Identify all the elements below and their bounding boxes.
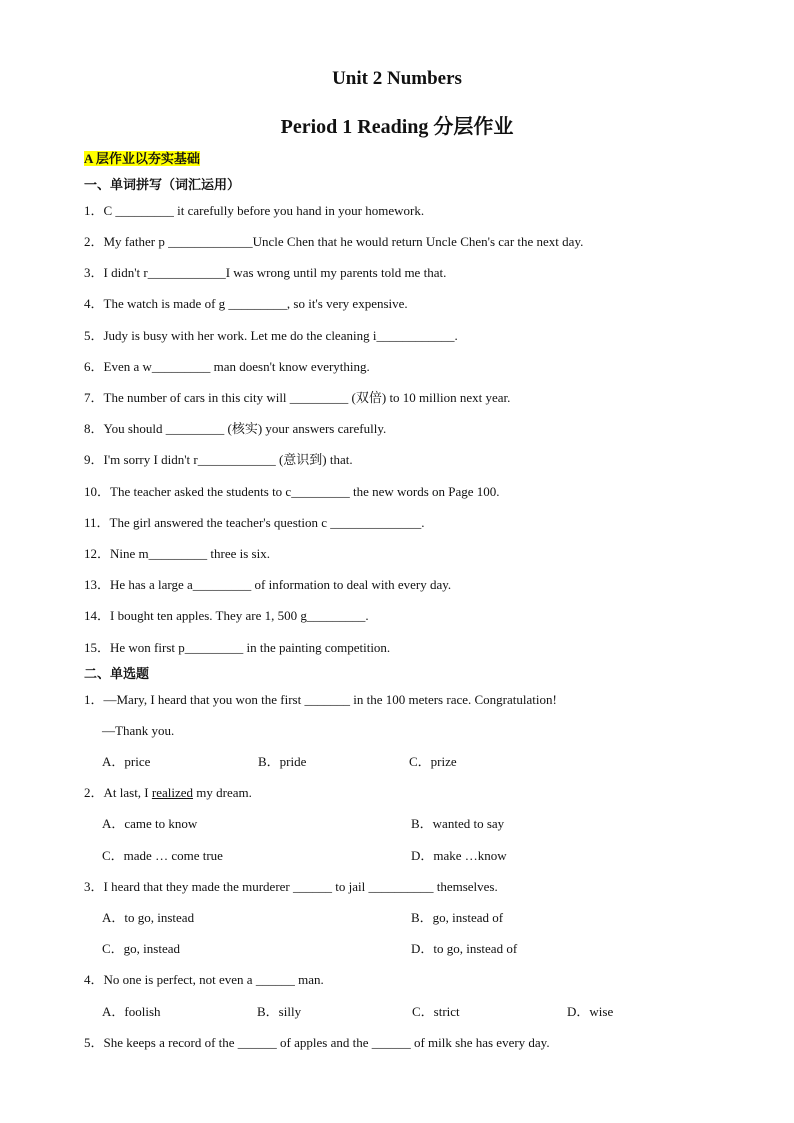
section-heading-choice: 二、单选题	[84, 666, 150, 681]
q2-stem-pre: 2．At last, I	[84, 785, 152, 800]
question-1-reply: —Thank you.	[102, 723, 175, 738]
vocab-item: 6．Even a w_________ man doesn't know everything.	[84, 359, 370, 374]
vocab-item: 10．The teacher asked the students to c_________ the new words on Page 100.	[84, 484, 500, 499]
vocab-item: 11．The girl answered the teacher's question c ______________.	[84, 515, 425, 530]
vocab-item: 4．The watch is made of g _________, so it's very expensive.	[84, 296, 408, 311]
q4-option-b[interactable]: B．silly	[257, 1004, 302, 1019]
page-subtitle: Period 1 Reading 分层作业	[280, 116, 514, 138]
question-4-stem: 4．No one is perfect, not even a ______ man.	[84, 972, 324, 987]
level-heading	[84, 150, 200, 168]
q2-underlined-word: realized	[151, 785, 194, 800]
question-1-stem: 1．—Mary, I heard that you won the first _______ in the 100 meters race. Congratulation!	[84, 692, 557, 707]
q1-option-c[interactable]: C．prize	[409, 754, 457, 769]
q2-option-c[interactable]: C．made … come true	[102, 848, 223, 863]
section-heading-vocab: 一、单词拼写（词汇运用）	[84, 177, 241, 192]
q3-option-d[interactable]: D．to go, instead of	[411, 941, 518, 956]
page-title: Unit 2 Numbers	[332, 68, 462, 89]
q3-option-b[interactable]: B．go, instead of	[411, 910, 504, 925]
q3-option-a[interactable]: A．to go, instead	[102, 910, 195, 925]
vocab-item: 2．My father p _____________Uncle Chen that he would return Uncle Chen's car the next day.	[84, 234, 584, 249]
q1-option-b[interactable]: B．pride	[258, 754, 307, 769]
q2-option-d[interactable]: D．make …know	[411, 848, 507, 863]
vocab-item: 7．The number of cars in this city will _________ (双倍) to 10 million next year.	[84, 390, 511, 405]
q2-option-a[interactable]: A．came to know	[102, 816, 198, 831]
vocab-item: 1．C _________ it carefully before you hand in your homework.	[84, 203, 425, 218]
vocab-item: 3．I didn't r____________I was wrong until my parents told me that.	[84, 265, 447, 280]
q2-stem-post: my dream.	[193, 785, 252, 800]
vocab-item: 13．He has a large a_________ of information to deal with every day.	[84, 577, 452, 592]
vocab-item: 9．I'm sorry I didn't r____________ (意识到) that.	[84, 452, 353, 467]
vocab-item: 14．I bought ten apples. They are 1, 500 g_________.	[84, 608, 369, 623]
q4-option-d[interactable]: D．wise	[567, 1004, 614, 1019]
vocab-item: 12．Nine m_________ three is six.	[84, 546, 270, 561]
question-2-stem	[84, 784, 252, 802]
q4-option-a[interactable]: A．foolish	[102, 1004, 161, 1019]
vocab-item: 8．You should _________ (核实) your answers carefully.	[84, 421, 387, 436]
vocab-item: 15．He won first p_________ in the painting competition.	[84, 640, 391, 655]
question-3-stem: 3．I heard that they made the murderer ______ to jail __________ themselves.	[84, 879, 498, 894]
q1-option-a[interactable]: A．price	[102, 754, 151, 769]
question-5-stem: 5．She keeps a record of the ______ of apples and the ______ of milk she has every day.	[84, 1035, 550, 1050]
q4-option-c[interactable]: C．strict	[412, 1004, 460, 1019]
vocab-item: 5．Judy is busy with her work. Let me do the cleaning i____________.	[84, 328, 458, 343]
level-a-label: A 层作业以夯实基础	[84, 151, 200, 166]
q2-option-b[interactable]: B．wanted to say	[411, 816, 505, 831]
q3-option-c[interactable]: C．go, instead	[102, 941, 180, 956]
